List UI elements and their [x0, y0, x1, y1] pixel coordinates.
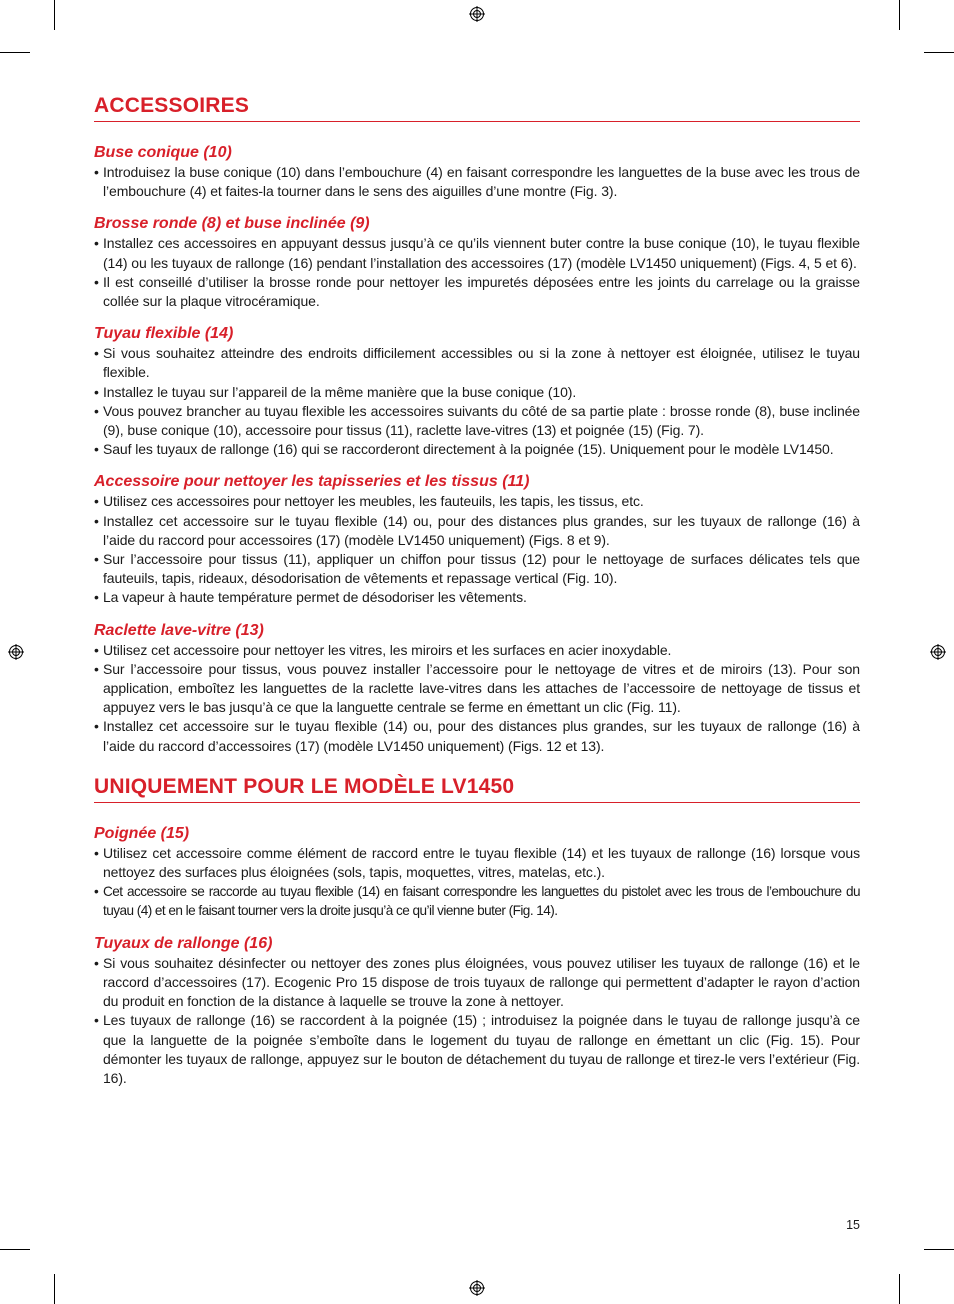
list-item: • Si vous souhaitez atteindre des endroits difficilement accessibles ou si la zone à nettoyer est éloignée, utilisez le tuyau flexible.: [94, 344, 860, 382]
list-item: • La vapeur à haute température permet de désodoriser les vêtements.: [94, 588, 860, 607]
crop-mark-top-right-h: [924, 52, 954, 53]
list-item: • Il est conseillé d’utiliser la brosse ronde pour nettoyer les impuretés déposées entre les joints du carrelage ou la graisse collée sur la plaque vitrocéramique.: [94, 273, 860, 311]
list-item: • Les tuyaux de rallonge (16) se raccordent à la poignée (15) ; introduisez la poignée dans le tuyau de rallonge jusqu’à ce que la languette de la poignée s’emboîte dans le logement du tuyau de rallonge en émettant un clic (Fig. 15). Pour démonter les tuyaux de rallonge, appuyez sur le bouton de détachement du tuyau de rallonge et tirez-le vers l’extérieur (Fig. 16).: [94, 1011, 860, 1088]
list-item: • Sur l’accessoire pour tissus, vous pouvez installer l’accessoire pour le nettoyage de vitres et de miroirs (13). Pour son application, emboîtez les languettes de la raclette lave-vitres dans les attaches de l’accessoire de nettoyage de tissus et appuyez vers le bas jusqu’à ce que la languette centrale se ferme en émettant un clic (Fig. 11).: [94, 660, 860, 718]
list-item: • Installez le tuyau sur l’appareil de la même manière que la buse conique (10).: [94, 383, 860, 402]
registration-mark-right-icon: [930, 644, 946, 660]
crop-mark-bottom-right-v: [899, 1274, 900, 1304]
subsection-heading-brosse-ronde: Brosse ronde (8) et buse inclinée (9): [94, 215, 370, 233]
list-item: • Sauf les tuyaux de rallonge (16) qui se raccorderont directement à la poignée (15). Uniquement pour le modèle LV1450.: [94, 440, 860, 459]
subsection-heading-buse-conique: Buse conique (10): [94, 144, 232, 161]
section-title-modele-lv1450: UNIQUEMENT POUR LE MODÈLE LV1450: [94, 775, 860, 803]
list-item: • Installez cet accessoire sur le tuyau flexible (14) ou, pour des distances plus grandes, sur les tuyaux de rallonge (16) à l’aide du raccord pour accessoires (17) (modèle LV1450 uniquement) (Figs. 8 et 9).: [94, 512, 860, 550]
registration-mark-left-icon: [8, 644, 24, 660]
crop-mark-top-right-v: [899, 0, 900, 30]
page-number: 15: [846, 1218, 860, 1232]
crop-mark-bottom-left-h: [0, 1249, 30, 1250]
list-buse-conique: [94, 163, 860, 201]
list-brosse-ronde: [94, 234, 860, 311]
list-item: • Utilisez ces accessoires pour nettoyer les meubles, les fauteuils, les tapis, les tissus, etc.: [94, 492, 860, 511]
list-accessoire-tissus: [94, 492, 860, 607]
list-raclette: [94, 641, 860, 756]
subsection-heading-poignee: Poignée (15): [94, 824, 190, 842]
list-item: • Utilisez cet accessoire pour nettoyer les vitres, les miroirs et les surfaces en acier inoxydable.: [94, 641, 860, 660]
registration-mark-bottom-icon: [469, 1280, 485, 1296]
list-tuyau-flexible: [94, 344, 860, 459]
registration-mark-top-icon: [469, 6, 485, 22]
crop-mark-top-left-v: [54, 0, 55, 30]
subsection-heading-tuyau-flexible: Tuyau flexible (14): [94, 325, 234, 343]
crop-mark-bottom-right-h: [924, 1249, 954, 1250]
list-item: • Installez ces accessoires en appuyant dessus jusqu’à ce qu’ils viennent buter contre la buse conique (10), le tuyau flexible (14) ou les tuyaux de rallonge (16) pendant l’installation des accessoires (17) (modèle LV1450 uniquement) (Figs. 4, 5 et 6).: [94, 234, 860, 272]
list-item: • Vous pouvez brancher au tuyau flexible les accessoires suivants du côté de sa partie plate : brosse ronde (8), buse inclinée (9), buse conique (10), accessoire pour tissus (11), raclette lave-vitres (13) et poignée (15) (Fig. 7).: [94, 402, 860, 440]
subsection-heading-tuyaux-rallonge: Tuyaux de rallonge (16): [94, 934, 273, 952]
page-content: [94, 94, 860, 1088]
list-item: • Introduisez la buse conique (10) dans l’embouchure (4) en faisant correspondre les languettes de la buse avec les trous de l’embouchure (4) et faites-la tourner dans le sens des aiguilles d’une montre (Fig. 3).: [94, 163, 860, 201]
crop-mark-bottom-left-v: [54, 1274, 55, 1304]
section-title-accessoires: ACCESSOIRES: [94, 94, 860, 122]
crop-mark-top-left-h: [0, 52, 30, 53]
list-item: • Utilisez cet accessoire comme élément de raccord entre le tuyau flexible (14) et les tuyaux de rallonge (16) lorsque vous nettoyez des surfaces plus éloignées (sols, tapis, moquettes, vitres, matelas, etc.).: [94, 844, 860, 882]
list-poignee: [94, 844, 860, 921]
list-item: • Si vous souhaitez désinfecter ou nettoyer des zones plus éloignées, vous pouvez utiliser les tuyaux de rallonge (16) et le raccord d’accessoires (17). Ecogenic Pro 15 dispose de trois tuyaux de rallonge qui permettent d’adapter le rayon d’action du produit en fonction de la distance à laquelle se trouve la zone à nettoyer.: [94, 954, 860, 1012]
subsection-heading-accessoire-tissus: Accessoire pour nettoyer les tapisseries et les tissus (11): [94, 473, 530, 491]
subsection-heading-raclette: Raclette lave-vitre (13): [94, 621, 264, 639]
list-item: • Sur l’accessoire pour tissus (11), appliquer un chiffon pour tissus (12) pour le nettoyage de surfaces délicates tels que fauteuils, tapis, rideaux, désodorisation de vêtements et repassage vertical (Fig. 10).: [94, 550, 860, 588]
list-item: • Cet accessoire se raccorde au tuyau flexible (14) en faisant correspondre les languettes du pistolet avec les trous de l’embouchure du tuyau (4) et en le faisant tourner vers la droite jusqu’à ce qu’il vienne buter (Fig. 14).: [94, 882, 860, 920]
list-tuyaux-rallonge: [94, 954, 860, 1088]
list-item: • Installez cet accessoire sur le tuyau flexible (14) ou, pour des distances plus grandes, sur les tuyaux de rallonge (16) à l’aide du raccord d’accessoires (17) (modèle LV1450 uniquement) (Figs. 12 et 13).: [94, 717, 860, 755]
